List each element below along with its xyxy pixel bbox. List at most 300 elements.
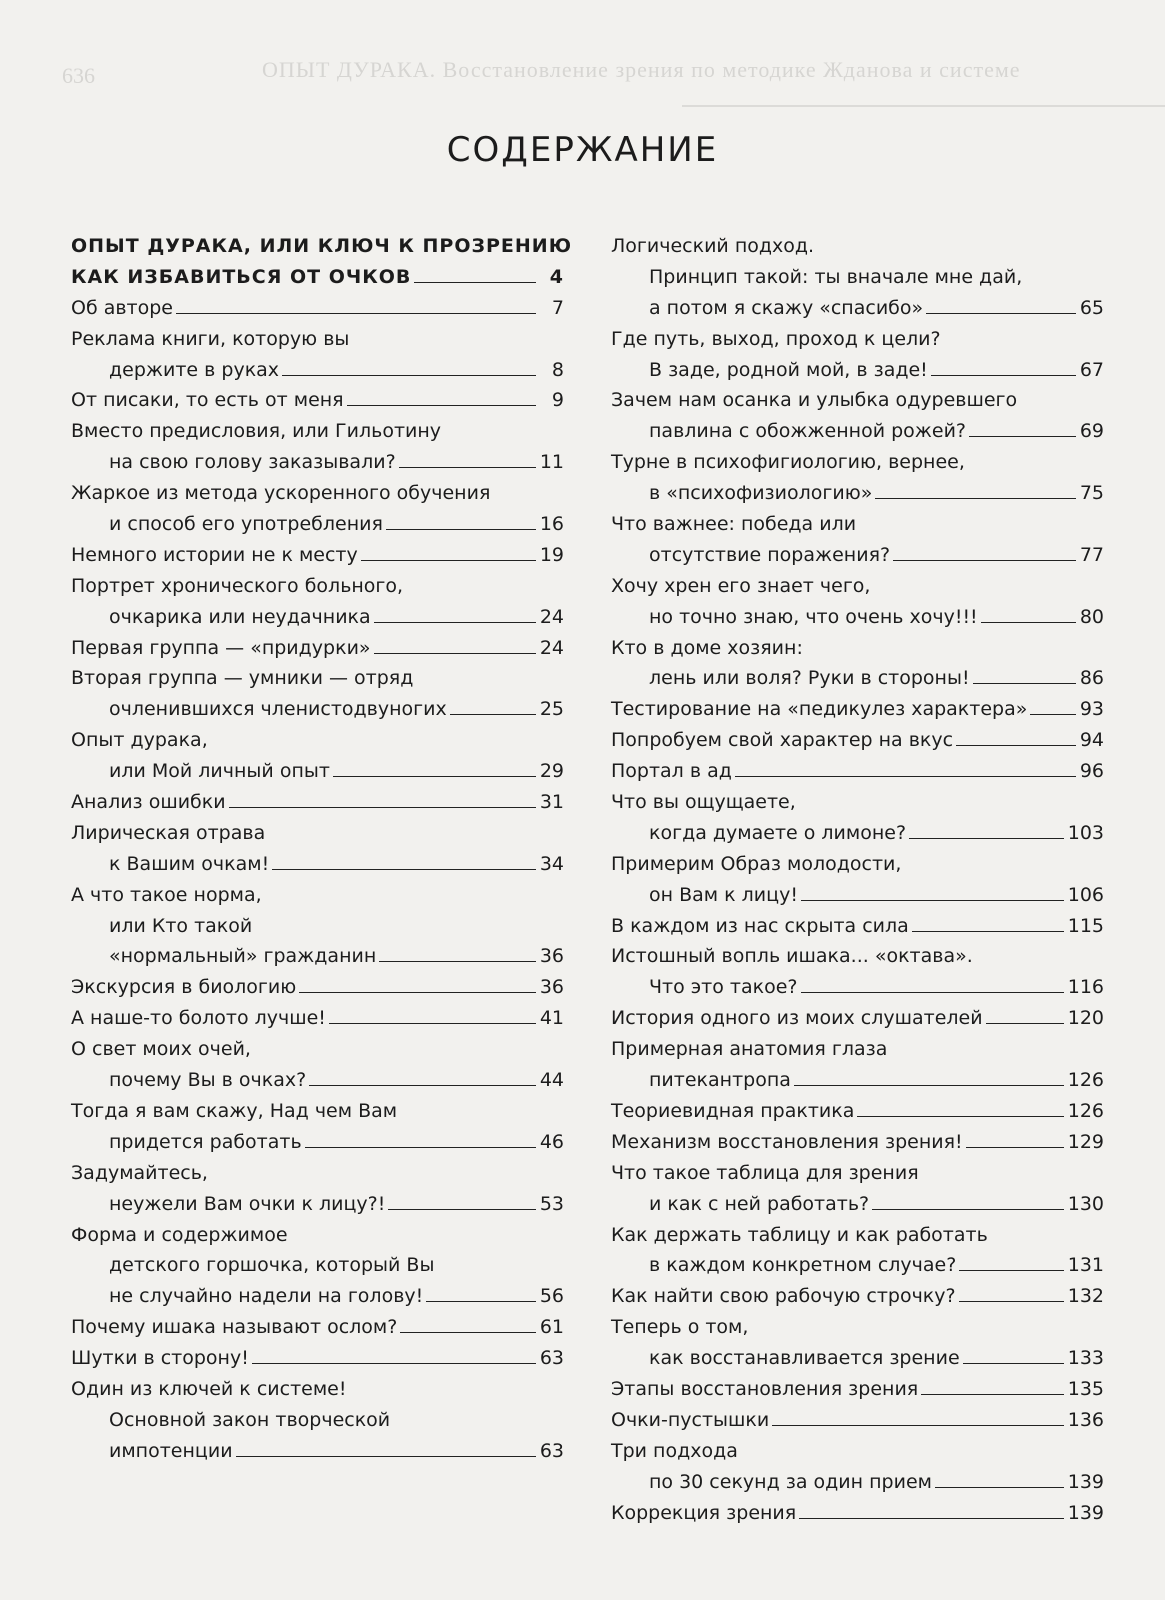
dot-leader — [347, 404, 536, 406]
toc-entry-line — [611, 1003, 1104, 1034]
toc-entry-title: не случайно надели на голову! — [109, 1285, 424, 1308]
toc-entry-title: Шутки в сторону! — [71, 1347, 249, 1370]
dot-leader — [872, 1208, 1064, 1210]
dot-leader — [374, 652, 536, 654]
toc-entry-title: А что такое норма, — [71, 883, 262, 906]
toc-entry-title: ОПЫТ ДУРАКА, ИЛИ КЛЮЧ К ПРОЗРЕНИЮ — [71, 235, 572, 257]
header-rule — [682, 105, 1165, 107]
dot-leader — [959, 1269, 1063, 1271]
toc-page-number: 65 — [1079, 296, 1104, 319]
toc-entry-title: в «психофизиологию» — [649, 482, 873, 505]
toc-entry-line — [611, 355, 1104, 386]
toc-entry-title: А наше-то болото лучше! — [71, 1007, 326, 1030]
toc-entry-title: Портал в ад — [611, 760, 732, 783]
toc-entry-line — [71, 1281, 564, 1312]
toc-page-number: 4 — [549, 265, 564, 288]
toc-entry-title: КАК ИЗБАВИТЬСЯ ОТ ОЧКОВ — [71, 265, 412, 288]
toc-entry-title: и как с ней работать? — [649, 1192, 870, 1215]
dot-leader — [1030, 713, 1075, 715]
toc-entry — [71, 293, 564, 324]
toc-entry-title: О свет моих очей, — [71, 1038, 251, 1061]
toc-entry — [611, 725, 1104, 756]
dot-leader — [229, 806, 536, 808]
toc-entry-title: Задумайтесь, — [71, 1161, 208, 1184]
toc-entry-title: питекантропа — [649, 1069, 791, 1092]
toc-page-number: 131 — [1067, 1254, 1104, 1277]
dot-leader — [799, 1517, 1064, 1519]
toc-entry-line — [71, 1436, 564, 1467]
dot-leader — [921, 1393, 1063, 1395]
toc-page-number: 96 — [1079, 760, 1104, 783]
toc-entry-line — [71, 571, 564, 602]
toc-entry-title: От писаки, то есть от меня — [71, 389, 344, 412]
toc-entry-title: Как держать таблицу и как работать — [611, 1223, 988, 1246]
toc-entry-title: Что важнее: победа или — [611, 513, 857, 536]
toc-page-number: 34 — [539, 852, 564, 875]
toc-entry-line — [71, 1343, 564, 1374]
toc-entry-title: Тестирование на «педикулез характера» — [611, 698, 1028, 721]
toc-entry — [71, 385, 564, 416]
toc-page-number: 139 — [1067, 1501, 1104, 1524]
toc-entry-line — [611, 941, 1104, 972]
toc-entry-line — [611, 1436, 1104, 1467]
toc-entry-title: Хочу хрен его знает чего, — [611, 574, 871, 597]
toc-entry-title: Вторая группа — умники — отряд — [71, 667, 414, 690]
toc-entry-title: Один из ключей к системе! — [71, 1377, 347, 1400]
dot-leader — [963, 1362, 1064, 1364]
toc-entry-title: Что такое таблица для зрения — [611, 1161, 919, 1184]
dot-leader — [388, 1208, 535, 1210]
toc-entry — [71, 540, 564, 571]
toc-entry — [71, 324, 564, 386]
toc-entry-title: Что вы ощущаете, — [611, 791, 796, 814]
toc-entry-line — [611, 756, 1104, 787]
toc-entry-title: Как найти свою рабочую строчку? — [611, 1285, 956, 1308]
toc-entry-line — [71, 633, 564, 664]
toc-entry — [71, 1003, 564, 1034]
toc-entry — [71, 663, 564, 725]
toc-entry-line — [611, 540, 1104, 571]
toc-entry-title: отсутствие поражения? — [649, 543, 891, 566]
toc-entry — [71, 725, 564, 787]
dot-leader — [176, 312, 536, 314]
toc-entry-title: когда думаете о лимоне? — [649, 821, 907, 844]
toc-entry-title: на свою голову заказывали? — [109, 451, 396, 474]
toc-entry-title: Опыт дурака, — [71, 729, 208, 752]
toc-entry — [71, 478, 564, 540]
toc-entry-line — [611, 1065, 1104, 1096]
toc-entry-title: держите в руках — [109, 358, 280, 381]
toc-entry-line — [611, 849, 1104, 880]
dot-leader — [935, 1486, 1064, 1488]
toc-entry-line — [71, 972, 564, 1003]
toc-page-number: 120 — [1067, 1007, 1104, 1030]
toc-entry — [71, 1096, 564, 1158]
toc-entry — [71, 1343, 564, 1374]
toc-page-number: 133 — [1067, 1347, 1104, 1370]
toc-entry-line — [71, 416, 564, 447]
toc-entry-title: он Вам к лицу! — [649, 883, 798, 906]
toc-entry-line — [611, 1034, 1104, 1065]
dot-leader — [969, 435, 1076, 437]
toc-page-number: 46 — [539, 1130, 564, 1153]
dot-leader — [399, 466, 536, 468]
toc-page-number: 139 — [1067, 1470, 1104, 1493]
dot-leader — [981, 621, 1076, 623]
toc-entry-title: «нормальный» гражданин — [109, 945, 377, 968]
toc-entry-title: Немного истории не к месту — [71, 543, 358, 566]
toc-entry-line — [611, 1127, 1104, 1158]
toc-entry-title: очкарика или неудачника — [109, 605, 371, 628]
toc-entry-line — [71, 787, 564, 818]
toc-page-number: 63 — [539, 1439, 564, 1462]
toc-entry-line — [611, 571, 1104, 602]
dot-leader — [386, 528, 536, 530]
toc-entry-line — [611, 880, 1104, 911]
toc-entry — [71, 231, 572, 262]
toc-entry — [611, 1498, 1104, 1529]
toc-entry — [611, 849, 1104, 911]
toc-page-number: 36 — [539, 945, 564, 968]
toc-page-number: 132 — [1067, 1285, 1104, 1308]
toc-entry-title: или Кто такой — [109, 914, 253, 937]
toc-page-number: 80 — [1079, 605, 1104, 628]
toc-page-number: 86 — [1079, 667, 1104, 690]
dot-leader — [236, 1455, 536, 1457]
toc-page-number: 7 — [551, 296, 564, 319]
toc-entry-line — [611, 385, 1104, 416]
toc-entry-title: и способ его употребления — [109, 513, 383, 536]
toc-entry — [71, 1312, 564, 1343]
toc-entry-title: очленившихся членистодвуногих — [109, 698, 447, 721]
toc-entry-line — [611, 231, 1104, 262]
toc-page-number: 115 — [1067, 914, 1104, 937]
toc-entry — [611, 1127, 1104, 1158]
toc-page-number: 116 — [1067, 976, 1104, 999]
toc-entry — [611, 1158, 1104, 1220]
toc-entry — [71, 1158, 564, 1220]
toc-entry — [611, 1436, 1104, 1498]
toc-entry-line — [71, 540, 564, 571]
toc-entry — [71, 262, 564, 293]
toc-entry-title: Вместо предисловия, или Гильотину — [71, 420, 442, 443]
toc-entry-title: Логический подход. — [611, 235, 815, 257]
toc-entry-line — [611, 818, 1104, 849]
toc-entry-line — [71, 293, 564, 324]
toc-entry-title: Где путь, выход, проход к цели? — [611, 327, 941, 350]
toc-entry — [611, 1003, 1104, 1034]
dot-leader — [309, 1084, 536, 1086]
toc-entry-line — [611, 694, 1104, 725]
toc-page-number: 67 — [1079, 358, 1104, 381]
toc-entry-line — [611, 1467, 1104, 1498]
toc-page-number: 75 — [1079, 482, 1104, 505]
toc-page-number: 93 — [1079, 698, 1104, 721]
dot-leader — [801, 991, 1064, 993]
toc-entry — [611, 787, 1104, 849]
dot-leader — [912, 930, 1064, 932]
toc-entry — [71, 1034, 564, 1096]
toc-entry-line — [71, 1158, 564, 1189]
toc-entry-line — [71, 694, 564, 725]
toc-entry-line — [611, 447, 1104, 478]
dot-leader — [857, 1115, 1063, 1117]
toc-entry-line — [611, 633, 1104, 664]
toc-entry-line — [71, 1034, 564, 1065]
toc-page-number: 63 — [539, 1347, 564, 1370]
toc-entry-line — [71, 1220, 564, 1251]
toc-entry-line — [71, 1312, 564, 1343]
toc-entry — [71, 571, 564, 633]
toc-entry — [611, 1096, 1104, 1127]
toc-entry-line — [611, 324, 1104, 355]
toc-entry-line — [71, 818, 564, 849]
toc-entry-line — [611, 1405, 1104, 1436]
dot-leader — [794, 1084, 1064, 1086]
toc-page-number: 135 — [1067, 1377, 1104, 1400]
toc-entry — [71, 787, 564, 818]
toc-entry-title: а потом я скажу «спасибо» — [649, 296, 924, 319]
toc-entry-title: Коррекция зрения — [611, 1501, 797, 1524]
toc-entry — [611, 231, 1104, 324]
toc-entry-line — [611, 509, 1104, 540]
toc-entry-title: Примерная анатомия глаза — [611, 1038, 888, 1061]
toc-page-number: 24 — [539, 605, 564, 628]
toc-entry-title: Три подхода — [611, 1439, 738, 1462]
toc-entry-title: Лирическая отрава — [71, 821, 266, 844]
toc-page-number: 103 — [1067, 821, 1104, 844]
toc-entry — [611, 633, 1104, 695]
toc-entry-title: неужели Вам очки к лицу?! — [109, 1192, 386, 1215]
dot-leader — [361, 559, 536, 561]
toc-entry-title: Теориевидная практика — [611, 1099, 855, 1122]
toc-entry — [71, 818, 564, 880]
toc-page-number: 106 — [1067, 883, 1104, 906]
toc-entry-title: в каждом конкретном случае? — [649, 1254, 957, 1277]
dot-leader — [272, 868, 536, 870]
toc-entry-line — [611, 1312, 1104, 1343]
toc-page-number: 16 — [539, 513, 564, 536]
toc-page-number: 77 — [1079, 543, 1104, 566]
toc-entry-title: Почему ишака называют ослом? — [71, 1316, 398, 1339]
toc-entry-line — [71, 880, 564, 911]
toc-entry-line — [71, 911, 564, 942]
toc-entry-title: почему Вы в очках? — [109, 1069, 307, 1092]
toc-entry-title: павлина с обожженной рожей? — [649, 420, 967, 443]
toc-left-column — [71, 231, 572, 1467]
toc-page-number: 31 — [539, 791, 564, 814]
dot-leader — [875, 497, 1075, 499]
toc-entry-title: Форма и содержимое — [71, 1223, 288, 1246]
dot-leader — [374, 621, 536, 623]
toc-entry-title: В заде, родной мой, в заде! — [649, 358, 928, 381]
dot-leader — [252, 1362, 536, 1364]
toc-entry — [611, 694, 1104, 725]
toc-entry — [71, 1220, 564, 1313]
dot-leader — [735, 775, 1076, 777]
dot-leader — [400, 1331, 535, 1333]
dot-leader — [973, 682, 1076, 684]
toc-entry — [611, 385, 1104, 447]
toc-entry-title: детского горшочка, который Вы — [109, 1254, 435, 1277]
toc-entry — [611, 324, 1104, 386]
toc-entry-title: В каждом из нас скрыта сила — [611, 914, 909, 937]
toc-entry-line — [71, 941, 564, 972]
toc-entry-line — [71, 1003, 564, 1034]
toc-page-number: 36 — [539, 976, 564, 999]
toc-entry-line — [611, 1096, 1104, 1127]
dot-leader — [931, 374, 1076, 376]
toc-entry — [611, 509, 1104, 571]
toc-page-number: 41 — [539, 1007, 564, 1030]
toc-entry-title: Зачем нам осанка и улыбка одуревшего — [611, 389, 1018, 412]
toc-entry-line — [611, 911, 1104, 942]
dot-leader — [333, 775, 536, 777]
toc-entry-line — [71, 663, 564, 694]
toc-entry — [611, 1312, 1104, 1374]
dot-leader — [414, 281, 536, 283]
toc-entry — [71, 1374, 564, 1467]
toc-entry-line — [71, 324, 564, 355]
toc-entry-line — [71, 1189, 564, 1220]
dot-leader — [956, 744, 1076, 746]
toc-page-number: 130 — [1067, 1192, 1104, 1215]
toc-entry-line — [611, 1281, 1104, 1312]
toc-entry-title: Что это такое? — [649, 976, 798, 999]
toc-entry-line — [71, 231, 572, 262]
toc-entry-line — [611, 1220, 1104, 1251]
toc-entry-line — [611, 1250, 1104, 1281]
dot-leader — [426, 1300, 536, 1302]
toc-entry — [71, 880, 564, 973]
dot-leader — [450, 713, 536, 715]
toc-entry-title: или Мой личный опыт — [109, 760, 330, 783]
dot-leader — [772, 1424, 1063, 1426]
toc-entry-title: История одного из моих слушателей — [611, 1007, 983, 1030]
toc-entry-title: Принцип такой: ты вначале мне дай, — [649, 265, 1023, 288]
toc-page-number: 56 — [539, 1285, 564, 1308]
dot-leader — [966, 1146, 1064, 1148]
toc-entry-line — [611, 663, 1104, 694]
toc-entry-line — [611, 1158, 1104, 1189]
toc-entry-line — [71, 262, 564, 293]
toc-entry-title: Попробуем свой характер на вкус — [611, 729, 954, 752]
dot-leader — [893, 559, 1076, 561]
toc-entry-line — [611, 1498, 1104, 1529]
toc-entry-line — [611, 1343, 1104, 1374]
toc-page-number: 94 — [1079, 729, 1104, 752]
header-running-title: ОПЫТ ДУРАКА. Восстановление зрения по методике Жданова и системе — [262, 57, 1021, 82]
toc-entry-title: Об авторе — [71, 296, 173, 319]
toc-entry — [71, 633, 564, 664]
toc-page-number: 8 — [551, 358, 564, 381]
toc-entry-line — [71, 478, 564, 509]
toc-entry-title: Примерим Образ молодости, — [611, 852, 902, 875]
toc-entry — [611, 941, 1104, 1003]
toc-right-column — [611, 231, 1104, 1528]
toc-page-number: 44 — [539, 1069, 564, 1092]
toc-page-number: 126 — [1067, 1099, 1104, 1122]
toc-entry-title: лень или воля? Руки в стороны! — [649, 667, 970, 690]
toc-entry-title: Истошный вопль ишака... «октава». — [611, 945, 973, 968]
toc-entry — [611, 571, 1104, 633]
toc-entry-title: Реклама книги, которую вы — [71, 327, 350, 350]
toc-entry-line — [71, 602, 564, 633]
toc-entry-title: Жаркое из метода ускоренного обучения — [71, 482, 491, 505]
toc-entry-title: Тогда я вам скажу, Над чем Вам — [71, 1099, 398, 1122]
toc-entry-title: Очки-пустышки — [611, 1408, 770, 1431]
toc-entry-line — [71, 1405, 564, 1436]
toc-entry-title: но точно знаю, что очень хочу!!! — [649, 605, 978, 628]
toc-entry-line — [71, 725, 564, 756]
toc-entry-line — [611, 972, 1104, 1003]
toc-entry-line — [71, 509, 564, 540]
dot-leader — [801, 899, 1064, 901]
toc-entry-line — [71, 756, 564, 787]
toc-entry-line — [71, 1127, 564, 1158]
toc-entry-title: Портрет хронического больного, — [71, 574, 404, 597]
toc-entry-line — [71, 1374, 564, 1405]
toc-page-number: 24 — [539, 636, 564, 659]
toc-entry — [611, 1374, 1104, 1405]
toc-entry-title: как восстанавливается зрение — [649, 1347, 960, 1370]
toc-entry — [611, 1220, 1104, 1282]
toc-entry-line — [611, 478, 1104, 509]
toc-entry-line — [611, 262, 1104, 293]
toc-entry-line — [611, 725, 1104, 756]
toc-entry-line — [611, 1374, 1104, 1405]
toc-entry-line — [611, 293, 1104, 324]
toc-entry — [611, 447, 1104, 509]
toc-entry-title: Экскурсия в биологию — [71, 976, 297, 999]
toc-entry-title: к Вашим очкам! — [109, 852, 270, 875]
toc-page-number: 136 — [1067, 1408, 1104, 1431]
toc-page-number: 129 — [1067, 1130, 1104, 1153]
header-page-number: 636 — [62, 63, 95, 88]
toc-entry-line — [611, 416, 1104, 447]
toc-page-number: 61 — [539, 1316, 564, 1339]
toc-entry-line — [71, 849, 564, 880]
dot-leader — [305, 1146, 536, 1148]
toc-entry — [611, 756, 1104, 787]
toc-entry-line — [611, 1189, 1104, 1220]
page-title: СОДЕРЖАНИЕ — [446, 130, 719, 170]
toc-entry-title: Механизм восстановления зрения! — [611, 1130, 963, 1153]
toc-page-number: 53 — [539, 1192, 564, 1215]
toc-entry-line — [71, 1096, 564, 1127]
toc-entry — [71, 972, 564, 1003]
toc-page-number: 126 — [1067, 1069, 1104, 1092]
toc-entry-line — [71, 447, 564, 478]
toc-entry — [71, 416, 564, 478]
dot-leader — [379, 960, 536, 962]
toc-entry-line — [71, 385, 564, 416]
dot-leader — [299, 991, 536, 993]
toc-entry-line — [71, 355, 564, 386]
toc-entry-line — [71, 1065, 564, 1096]
toc-entry-line — [611, 602, 1104, 633]
toc-page-number: 9 — [551, 389, 564, 412]
toc-entry-title: Первая группа — «придурки» — [71, 636, 371, 659]
dot-leader — [926, 312, 1076, 314]
toc-entry-title: Теперь о том, — [611, 1316, 749, 1339]
toc-entry-title: придется работать — [109, 1130, 302, 1153]
toc-page-number: 25 — [539, 698, 564, 721]
dot-leader — [329, 1022, 536, 1024]
toc-entry-title: Кто в доме хозяин: — [611, 636, 803, 659]
toc-entry-title: Анализ ошибки — [71, 791, 226, 814]
dot-leader — [959, 1300, 1064, 1302]
